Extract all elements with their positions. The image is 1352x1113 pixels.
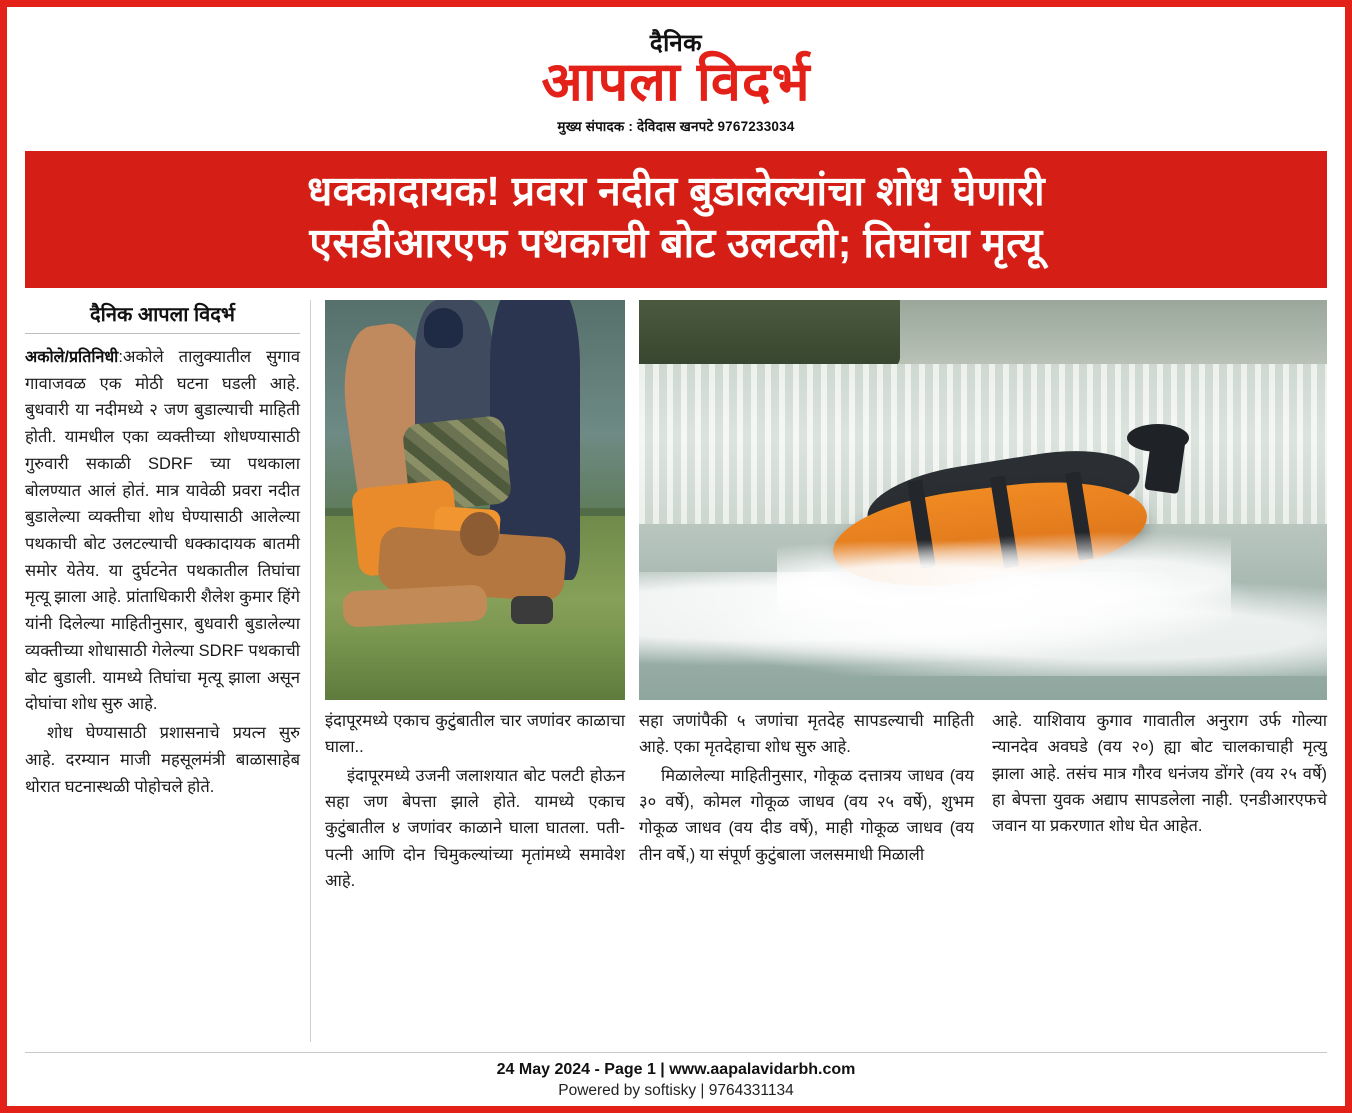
masthead-main-title: आपला विदर्भ	[541, 52, 811, 113]
photo1-victim-head	[460, 512, 499, 556]
photo2-spray	[777, 532, 1231, 636]
masthead-editor-line: मुख्य संपादक : देविदास खनपटे 9767233034	[557, 118, 795, 134]
photo1-cap	[424, 308, 463, 348]
left-article-text	[25, 344, 300, 800]
right-text-column-2	[992, 708, 1327, 868]
left-paragraph-1	[25, 344, 300, 718]
photo1-victim-leg	[342, 584, 488, 627]
masthead	[25, 17, 1327, 141]
right-column	[639, 300, 1327, 1042]
right-text-column-1	[639, 708, 974, 868]
middle-caption-2: इंदापूरमध्ये उजनी जलाशयात बोट पलटी होऊन सहा जण बेपत्ता झाले होते. यामध्ये एकाच कुटुंबातील ४ जणांवर काळाने घाला घातला. पती-पत्नी आणि दोन चिमुकल्यांच्या मृतांमध्ये समावेश आहे.	[325, 766, 625, 891]
page-inner	[7, 7, 1345, 1106]
masthead-small-title: दैनिक	[649, 30, 703, 57]
headline-banner	[25, 151, 1327, 288]
article-body	[25, 300, 1327, 1042]
left-paragraph-2: शोध घेण्यासाठी प्रशासनाचे प्रयत्न सुरु आहे. दरम्यान माजी महसूलमंत्री बाळासाहेब थोरात घटनास्थळी पोहोचले होते.	[25, 724, 300, 796]
photo1-grass-foreground	[325, 628, 625, 700]
capsized-boat-photo	[639, 300, 1327, 700]
footer-date-page-site: 24 May 2024 - Page 1 | www.aapalavidarbh.com	[496, 1061, 856, 1078]
middle-caption	[325, 708, 625, 895]
page-footer	[25, 1052, 1327, 1100]
left-paragraph-1-text: :अकोले तालुक्यातील सुगाव गावाजवळ एक मोठी घटना घडली आहे. बुधवारी या नदीमध्ये २ जण बुडाल्याची माहिती होती. यामधील एका व्यक्तीच्या शोधण्यासाठी गुरुवारी सकाळी SDRF च्या पथकाला बोलण्यात आलं होतं. मात्र यावेळी प्रवरा नदीत बुडालेल्या व्यक्तीचा शोध घेण्यासाठी आलेल्या पथकाची बोट उलटल्याची धक्कादायक बातमी समोर येतेय. या दुर्घटनेत पथकातील तिघांचा मृत्यू झाला आहे. प्रांताधिकारी शैलेश कुमार हिंगे यांनी दिलेल्या माहितीनुसार, बुधवारी बुडालेल्या व्यक्तीच्या शोधासाठी गेलेल्या SDRF पथकाची बोट बुडाली. यामध्ये तिघांचा मृत्यू झाला असून दोघांचा शोध सुरु आहे.	[25, 347, 300, 714]
byline-brand: दैनिक आपला विदर्भ	[25, 300, 300, 334]
headline-line-1: धक्कादायक! प्रवरा नदीत बुडालेल्यांचा शोध घेणारी	[307, 167, 1045, 214]
right-col1-paragraph-1: सहा जणांपैकी ५ जणांचा मृतदेह सापडल्याची माहिती आहे. एका मृतदेहाचा शोध सुरु आहे.	[639, 711, 974, 757]
right-text-columns	[639, 708, 1327, 868]
right-col2-paragraph-1: आहे. याशिवाय कुगाव गावातील अनुराग उर्फ गोल्या न्यानदेव अवघडे (वय २०) ह्या बोट चालकाचाही मृत्यु झाला आहे. तसंच मात्र गौरव धनंजय डोंगरे (वय २५ वर्षे) हा बेपत्ता युवक अद्याप सापडलेला नाही. एनडीआरएफचे जवान या प्रकरणात शोध घेत आहेत.	[992, 711, 1327, 836]
headline-line-2: एसडीआरएफ पथकाची बोट उलटली; तिघांचा मृत्यू	[309, 220, 1043, 267]
dateline: अकोले/प्रतिनिधी	[25, 348, 119, 366]
rescue-scene-photo	[325, 300, 625, 700]
middle-column	[325, 300, 625, 1042]
left-column	[25, 300, 311, 1042]
photo1-sandal	[511, 596, 553, 624]
footer-powered-by: Powered by softisky | 9764331134	[558, 1082, 794, 1099]
middle-caption-1: इंदापूरमध्ये एकाच कुटुंबातील चार जणांवर काळाचा घाला..	[325, 711, 625, 757]
right-col1-paragraph-2: मिळालेल्या माहितीनुसार, गोकूळ दत्तात्रय जाधव (वय ३० वर्षे), कोमल गोकूळ जाधव (वय २५ वर्षे), शुभम गोकूळ जाधव (वय दीड वर्षे), माही गोकूळ जाधव (वय तीन वर्षे,) या संपूर्ण कुटुंबाला जलसमाधी मिळाली	[639, 766, 974, 864]
